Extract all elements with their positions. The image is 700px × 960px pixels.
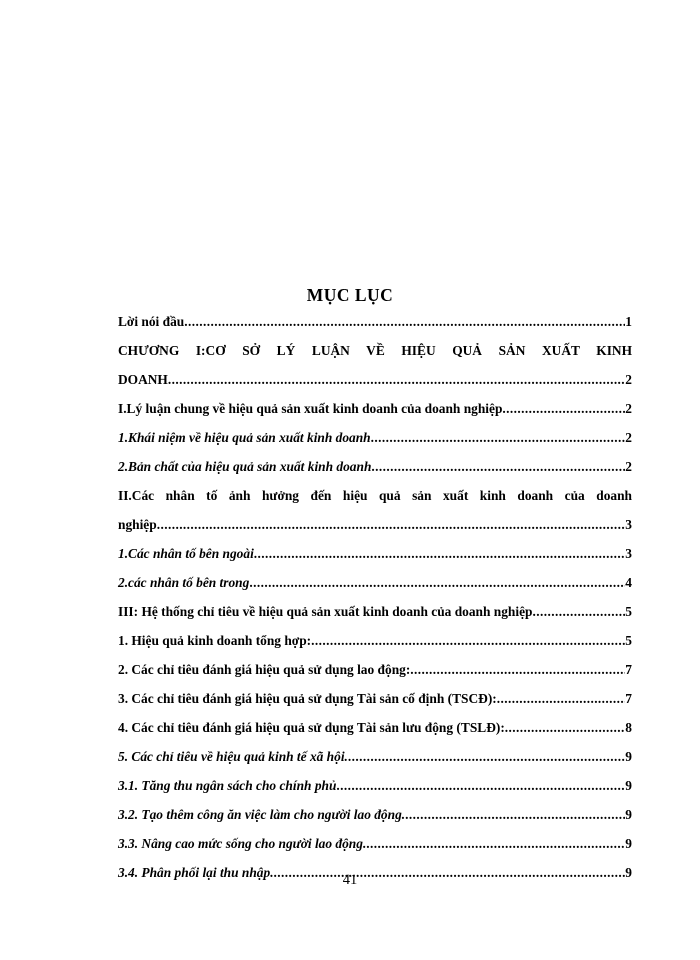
toc-entry-page: 9	[625, 807, 632, 822]
toc-entry-text: 4. Các chỉ tiêu đánh giá hiệu quả sử dụng Tài sản lưu động (TSLĐ):	[118, 720, 505, 735]
toc-leader-dots	[502, 401, 625, 417]
toc-entry-text: 3.4. Phân phối lại thu nhập.	[118, 865, 274, 880]
toc-entry-page: 9	[625, 749, 632, 764]
toc-entry-text: 1.Các nhân tố bên ngoài	[118, 546, 254, 561]
toc-entry-text: III: Hệ thống chỉ tiêu về hiệu quả sản xuất kinh doanh của doanh nghiệp	[118, 604, 533, 619]
toc-entry-page: 8	[625, 720, 632, 735]
toc-entry[interactable]	[118, 633, 632, 662]
table-of-contents	[118, 314, 632, 894]
toc-entry-page: 2	[625, 401, 632, 416]
toc-entry-text: nghiệp	[118, 517, 157, 532]
toc-entry-text: 2. Các chỉ tiêu đánh giá hiệu quả sử dụng lao động:	[118, 662, 411, 677]
toc-entry-text: 1. Hiệu quả kinh doanh tổng hợp:	[118, 633, 312, 648]
toc-entry-page: 2	[625, 430, 632, 445]
toc-entry-page: 2	[625, 459, 632, 474]
toc-entry-page: 2	[625, 372, 632, 387]
toc-entry-text: 3.1. Tăng thu ngân sách cho chính phủ	[118, 778, 337, 793]
page-number: 41	[342, 872, 358, 888]
toc-leader-dots	[348, 749, 625, 765]
toc-entry-text: 3.3. Nâng cao mức sống cho người lao động.	[118, 836, 367, 851]
toc-entry-text: II.Các nhân tố ảnh hưởng đến hiệu quả sản xuất kinh doanh của doanh	[118, 488, 632, 503]
toc-leader-dots	[497, 691, 626, 707]
toc-entry[interactable]	[118, 314, 632, 343]
toc-entry[interactable]	[118, 778, 632, 807]
toc-entry[interactable]	[118, 517, 632, 546]
toc-entry-page: 4	[625, 575, 632, 590]
toc-entry[interactable]	[118, 662, 632, 691]
toc-entry[interactable]	[118, 372, 632, 401]
toc-entry[interactable]	[118, 749, 632, 778]
toc-entry[interactable]	[118, 691, 632, 720]
toc-entry-text: DOANH	[118, 372, 168, 387]
toc-entry-page: 9	[625, 836, 632, 851]
toc-entry-text: 2.các nhân tố bên trong	[118, 575, 250, 590]
toc-entry[interactable]	[118, 836, 632, 865]
toc-leader-dots	[311, 633, 625, 649]
toc-leader-dots	[533, 604, 626, 620]
toc-entry-text: 5. Các chỉ tiêu về hiệu quả kinh tế xã hội.	[118, 749, 348, 764]
toc-entry-text: CHƯƠNG I:CƠ SỞ LÝ LUẬN VỀ HIỆU QUẢ SẢN XUẤT KINH	[118, 343, 632, 358]
toc-leader-dots	[366, 836, 625, 852]
toc-entry[interactable]	[118, 575, 632, 604]
toc-entry-page: 3	[625, 546, 632, 561]
toc-entry[interactable]	[118, 343, 632, 372]
toc-entry[interactable]	[118, 401, 632, 430]
toc-entry-text: 3.2. Tạo thêm công ăn việc làm cho người lao động.	[118, 807, 406, 822]
toc-entry[interactable]	[118, 604, 632, 633]
toc-entry-page: 5	[625, 604, 632, 619]
toc-entry-page: 1	[625, 314, 632, 329]
toc-entry-text: Lời nói đầu	[118, 314, 185, 329]
toc-entry[interactable]	[118, 488, 632, 517]
toc-entry-text: 1.Khái niệm về hiệu quả sản xuất kinh doanh	[118, 430, 371, 445]
toc-leader-dots	[371, 430, 626, 446]
toc-entry-text: I.Lý luận chung về hiệu quả sản xuất kinh doanh của doanh nghiệp	[118, 401, 503, 416]
toc-entry-page: 7	[625, 691, 632, 706]
toc-leader-dots	[505, 720, 626, 736]
toc-entry-text: 2.Bản chất của hiệu quả sản xuất kinh doanh	[118, 459, 372, 474]
toc-leader-dots	[336, 778, 625, 794]
toc-entry[interactable]	[118, 720, 632, 749]
toc-entry-page: 3	[625, 517, 632, 532]
toc-entry-text: 3. Các chỉ tiêu đánh giá hiệu quả sử dụng Tài sản cố định (TSCĐ):	[118, 691, 497, 706]
toc-entry[interactable]	[118, 430, 632, 459]
toc-leader-dots	[371, 459, 625, 475]
toc-leader-dots	[405, 807, 625, 823]
toc-entry-page: 9	[625, 865, 632, 880]
toc-entry-page: 5	[625, 633, 632, 648]
toc-leader-dots	[168, 372, 625, 388]
toc-leader-dots	[410, 662, 625, 678]
toc-leader-dots	[254, 546, 626, 562]
toc-title: MỤC LỤC	[306, 285, 394, 305]
toc-leader-dots	[249, 575, 625, 591]
toc-leader-dots	[157, 517, 626, 533]
toc-entry-page: 9	[625, 778, 632, 793]
toc-leader-dots	[184, 314, 625, 330]
toc-entry[interactable]	[118, 546, 632, 575]
toc-entry[interactable]	[118, 459, 632, 488]
toc-entry-page: 7	[625, 662, 632, 677]
toc-entry[interactable]	[118, 807, 632, 836]
